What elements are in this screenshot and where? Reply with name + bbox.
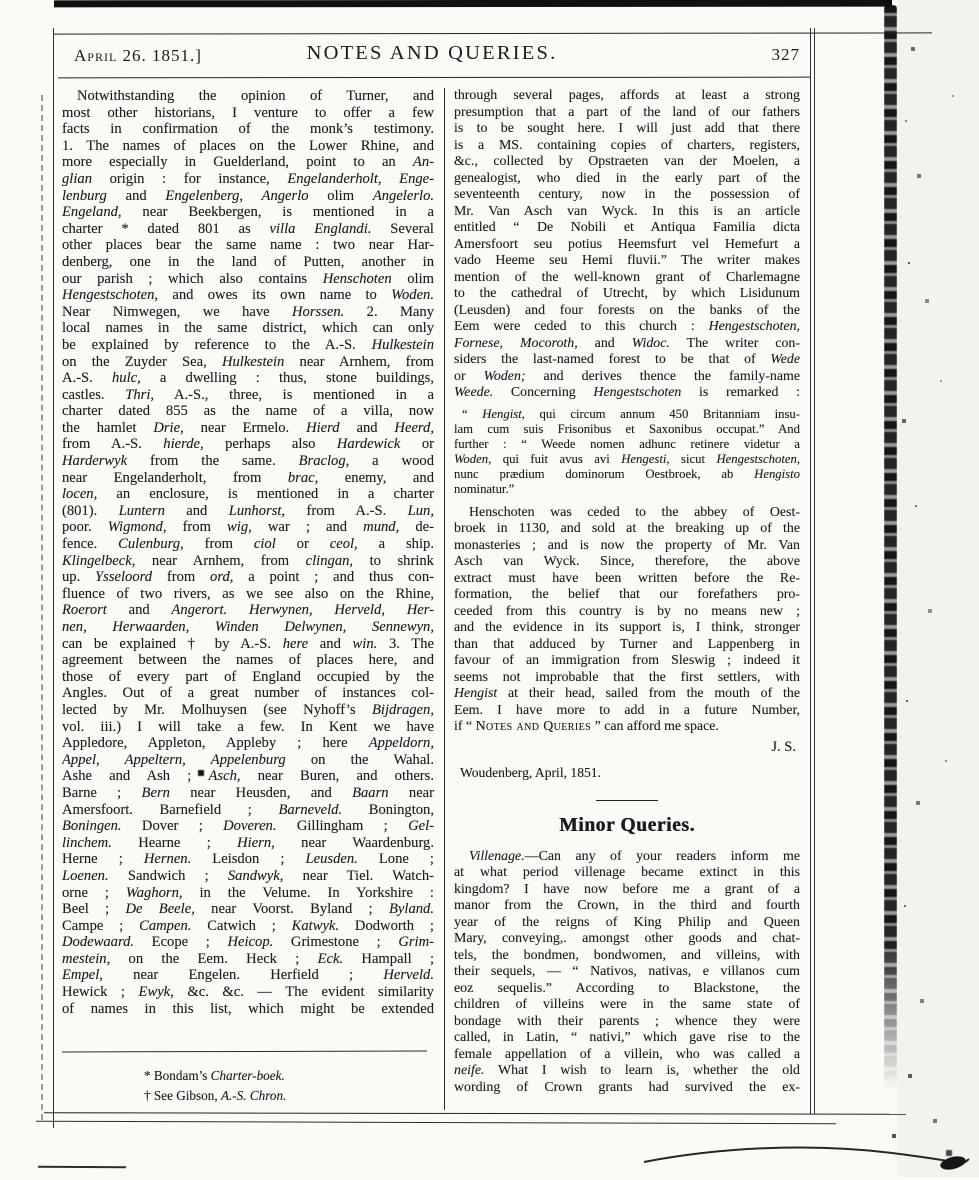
text-line: Eem. I have more to add in a future Number, bbox=[454, 702, 800, 718]
text-line: Boningen. Dover ; Doveren. Gillingham ; Gel- bbox=[62, 818, 434, 835]
scan-top-edge-shadow bbox=[54, 0, 892, 7]
text-line: Roerort and Angerort. Herwynen, Herveld, Her- bbox=[62, 602, 434, 619]
section-heading: Minor Queries. bbox=[559, 814, 695, 836]
footnotes bbox=[62, 1051, 434, 1110]
page-frame-left bbox=[53, 28, 54, 1128]
scan-page-edge-shadow bbox=[884, 5, 897, 1090]
header-top-rule bbox=[54, 32, 932, 34]
page-frame-right bbox=[810, 28, 811, 1114]
text-line: Mr. Van Asch van Wyck. In this is an article bbox=[454, 203, 800, 219]
text-line: (Leusden) and four forests on the banks of the bbox=[454, 302, 800, 318]
text-line: manor from the Crown, in the third and fourth bbox=[454, 898, 800, 913]
text-line: genealogist, who died in the early part of the bbox=[454, 170, 800, 186]
text-line: charter * dated 801 as villa Englandi. Several bbox=[62, 220, 434, 237]
text-line: year of the reigns of King Philip and Queen bbox=[454, 914, 800, 930]
column-divider-rule bbox=[444, 88, 445, 1110]
text-line: mention of the well-known grant of Charlemagne bbox=[454, 269, 800, 285]
text-line: lam cum suis Frisonibus et Saxonibus occupat.” And bbox=[454, 421, 800, 436]
paragraph bbox=[454, 88, 800, 402]
text-line: further : “ Weede nomen adhunc retinere videtur a bbox=[454, 436, 800, 451]
dateline: Woudenberg, April, 1851. bbox=[460, 764, 601, 780]
text-line: Harderwyk from the same. Braclog, a wood bbox=[62, 453, 434, 470]
text-line: “ Hengist, qui circum annum 450 Britanniam insu- bbox=[462, 406, 800, 421]
text-line: nen, Herwaarden, Winden Delwynen, Sennewyn, bbox=[62, 619, 434, 635]
text-line: than that adduced by Turner and Lappenberg in bbox=[454, 636, 800, 652]
page-frame-left-outer bbox=[41, 95, 43, 1120]
text-line: Near Nimwegen, we have Horssen. 2. Many bbox=[62, 303, 434, 320]
signature: J. S. bbox=[771, 738, 796, 755]
text-line: can be explained † by A.-S. here and win. 3. The bbox=[62, 635, 434, 652]
text-line: Eem were ceded to this church : Hengestschoten, bbox=[454, 319, 800, 334]
page-bottom-rule-2 bbox=[36, 1121, 836, 1125]
footnote: † See Gibson, A.-S. Chron. bbox=[144, 1088, 287, 1103]
text-line: Appledore, Appleton, Appleby ; here Appeldorn, bbox=[62, 735, 434, 752]
text-line: extract must have been written before the Re- bbox=[454, 570, 800, 586]
text-line: siders the last-named forest to be that of Wede bbox=[454, 352, 800, 367]
text-line: Hewick ; Ewyk, &c. &c. — The evident similarity bbox=[62, 984, 434, 1001]
text-line: formation, the belief that our forefathers pro- bbox=[454, 587, 800, 602]
text-line: if “ Notes and Queries ” can afford me space. bbox=[454, 719, 719, 734]
text-line: Mary, conveying,. amongst other goods and chat- bbox=[454, 931, 800, 946]
text-line: Fornese, Mocoroth, and Widoc. The writer con- bbox=[454, 335, 800, 351]
running-head bbox=[62, 38, 802, 74]
text-line: Amersfoort seu potius Heemsfurt vel Hemefurt a bbox=[454, 236, 800, 252]
text-line: to the cathedral of Utrecht, by which Lisidunum bbox=[454, 286, 800, 301]
text-line: Villenage.—Can any of your readers inform me bbox=[469, 848, 800, 864]
quoted-extract bbox=[454, 407, 800, 497]
text-line: Dodewaard. Ecope ; Heicop. Grimestone ; Grim- bbox=[62, 934, 434, 951]
text-line: at what period villenage became extinct in this bbox=[454, 865, 800, 880]
text-line: ceeded from this country is by no means new ; bbox=[454, 603, 800, 619]
text-line: Notwithstanding the opinion of Turner, and bbox=[77, 88, 434, 104]
text-line: broek in 1130, and sold at the breaking up of the bbox=[454, 521, 800, 536]
text-line: and the evidence in its support is, I think, stronger bbox=[454, 620, 800, 635]
text-line: kingdom? I have now before me a grant of a bbox=[454, 881, 800, 897]
text-line: 1. The names of places on the Lower Rhine, and bbox=[62, 137, 434, 154]
text-line: poor. Wigmond, from wig, war ; and mund, de- bbox=[62, 519, 434, 536]
text-line: called, in Latin, “ nativi,” which gave rise to the bbox=[454, 1030, 800, 1045]
page-number: 327 bbox=[771, 45, 800, 64]
text-line: agreement between the names of places here, and bbox=[62, 652, 434, 669]
text-line: be explained by reference to the A.-S. Hulkestein bbox=[62, 336, 434, 353]
text-line: mestein, on the Eem. Heck ; Eck. Hampall ; bbox=[62, 950, 434, 967]
text-line: our parish ; which also contains Henschoten olim bbox=[62, 270, 434, 287]
text-line: Empel, near Engelen. Herfield ; Herveld. bbox=[62, 967, 434, 984]
text-line: monasteries ; and is now the property of Mr. Van bbox=[454, 537, 800, 553]
text-line: fluence of two rivers, as we see also on the Rhine, bbox=[62, 585, 434, 602]
text-line: Hengestschoten, and owes its own name to Woden. bbox=[62, 287, 434, 304]
text-line: those of every part of England occupied by the bbox=[62, 668, 434, 685]
text-line: Barne ; Bern near Heusden, and Baarn near bbox=[62, 784, 434, 801]
text-line: locen, an enclosure, is mentioned in a charter bbox=[62, 486, 434, 503]
text-line: vol. iii.) I will take a few. In Kent we have bbox=[62, 718, 434, 735]
header-bottom-rule bbox=[58, 77, 810, 79]
scan-bottom-left-mark bbox=[38, 1166, 126, 1168]
text-line: bondage with their parents ; whence they were bbox=[454, 1013, 800, 1029]
page-bottom-rule bbox=[44, 1112, 906, 1115]
text-line: children of villeins were in the same state of bbox=[454, 997, 800, 1012]
text-line: other places bear the same name : two near Har- bbox=[62, 237, 434, 254]
text-line: Campe ; Campen. Catwich ; Katwyk. Dodworth ; bbox=[62, 917, 434, 934]
text-line: of names in this list, which might be extended bbox=[62, 1000, 434, 1017]
scan-bottom-squiggle bbox=[642, 1138, 972, 1180]
text-line: Appel, Appeltern, Appelenburg on the Wahal. bbox=[62, 751, 434, 768]
page-frame-right-inner bbox=[814, 28, 815, 1114]
paragraph bbox=[454, 505, 800, 736]
text-line: fence. Culenburg, from ciol or ceol, a ship. bbox=[62, 536, 434, 553]
text-line: &c., collected by Opstraeten van der Moelen, a bbox=[454, 154, 800, 169]
text-line: favour of an immigration from Sleswig ; indeed it bbox=[454, 653, 800, 668]
scan-speckles bbox=[0, 0, 2, 2]
text-line: local names in the same district, which can only bbox=[62, 320, 434, 337]
left-column bbox=[62, 88, 434, 1110]
text-line: is a MS. containing copies of charters, registers, bbox=[454, 137, 800, 153]
text-line: female appellation of a villein, who was called a bbox=[454, 1046, 800, 1062]
text-line: facts in confirmation of the monk’s testimony. bbox=[62, 121, 434, 138]
text-line: nominatur.” bbox=[454, 481, 515, 496]
text-line: Hengist at their head, sailed from the mouth of the bbox=[454, 686, 800, 701]
text-columns bbox=[62, 88, 802, 1110]
text-line: nunc prædium dominorum Oestbroek, ab Hengisto bbox=[454, 466, 800, 481]
text-line: seems not improbable that the first settlers, with bbox=[454, 669, 800, 685]
text-line: Weede. Concerning Hengestschoten is remarked : bbox=[454, 385, 800, 400]
text-line: Asch van Wyck. Since, therefore, the above bbox=[454, 554, 800, 569]
issue-date: April 26. 1851.] bbox=[74, 46, 202, 65]
text-line: is to be sought here. I will just add that there bbox=[454, 121, 800, 136]
text-line: near Engelanderholt, from brac, enemy, and bbox=[62, 469, 434, 486]
footnote-rule bbox=[62, 1051, 427, 1053]
text-line: entitled “ De Nobili et Antiqua Familia dicta bbox=[454, 220, 800, 235]
text-line: Loenen. Sandwich ; Sandwyk, near Tiel. Watch- bbox=[62, 867, 434, 884]
text-line: up. Ysseloord from ord, a point ; and thus con- bbox=[62, 569, 434, 586]
text-line: Angles. Out of a great number of instances col- bbox=[62, 685, 434, 702]
text-line: glian origin : for instance, Engelanderholt, Enge- bbox=[62, 170, 434, 187]
text-line: vado Heeme seu Hemi fluvii.” The writer makes bbox=[454, 253, 800, 268]
text-line: Beel ; De Beele, near Voorst. Byland ; Byland. bbox=[62, 901, 434, 918]
text-line: eoz sequelis.” According to Blackstone, the bbox=[454, 980, 800, 996]
text-line: (801). Luntern and Lunhorst, from A.-S. Lun, bbox=[62, 502, 434, 519]
text-line: lenburg and Engelenberg, Angerlo olim Angelerlo. bbox=[62, 187, 434, 204]
footnote: * Bondam’s Charter-boek. bbox=[144, 1068, 285, 1083]
text-line: Engeland, near Beekbergen, is mentioned in a bbox=[62, 204, 434, 221]
text-line: most other historians, I venture to offer a few bbox=[62, 104, 434, 121]
paragraph bbox=[454, 849, 800, 1097]
paragraph bbox=[62, 88, 434, 1017]
text-line: Henschoten was ceded to the abbey of Oest- bbox=[469, 504, 800, 520]
text-line: denberg, one in the land of Putten, another in bbox=[62, 253, 434, 270]
text-line: Ashe and Ash ; Asch, near Buren, and others. bbox=[62, 768, 434, 785]
text-line: Woden, qui fuit avus avi Hengesti, sicut Hengestschoten, bbox=[454, 451, 800, 466]
text-line: neife. What I wish to learn is, whether the old bbox=[454, 1063, 800, 1078]
text-line: or Woden; and derives thence the family-name bbox=[454, 368, 800, 384]
section-divider-rule bbox=[596, 800, 658, 801]
text-line: charter dated 855 as the name of a villa, now bbox=[62, 403, 434, 420]
text-line: their sequels, — “ Nativos, nativas, e villanos cum bbox=[454, 964, 800, 979]
text-line: Herne ; Hernen. Leisdon ; Leusden. Lone ; bbox=[62, 851, 434, 868]
text-line: Klingelbeck, near Arnhem, from clingan, to shrink bbox=[62, 552, 434, 569]
text-line: through several pages, affords at least a strong bbox=[454, 88, 800, 103]
text-line: linchem. Hearne ; Hiern, near Waardenburg. bbox=[62, 834, 434, 851]
text-line: orne ; Waghorn, in the Velume. In Yorkshire : bbox=[62, 884, 434, 901]
text-line: wording of Crown grants had survived the ex- bbox=[454, 1079, 800, 1095]
scan-right-margin bbox=[897, 0, 979, 1177]
text-line: castles. Thri, A.-S., three, is mentioned in a bbox=[62, 386, 434, 403]
text-line: Amersfoort. Barnefield ; Barneveld. Bonington, bbox=[62, 801, 434, 818]
text-line: tels, the bondmen, bondwomen, and villeins, with bbox=[454, 947, 800, 963]
text-line: on the Zuyder Sea, Hulkestein near Arnhem, from bbox=[62, 353, 434, 370]
text-line: A.-S. hulc, a dwelling : thus, stone buildings, bbox=[62, 370, 434, 387]
text-line: lected by Mr. Molhuysen (see Nyhoff’s Bijdragen, bbox=[62, 701, 434, 718]
text-line: presumption that a part of the land of our fathers bbox=[454, 104, 800, 120]
text-line: the hamlet Drie, near Ermelo. Hierd and Heerd, bbox=[62, 419, 434, 436]
text-line: more especially in Guelderland, point to an An- bbox=[62, 154, 434, 171]
text-line: from A.-S. hierde, perhaps also Hardewick or bbox=[62, 436, 434, 453]
journal-title: NOTES AND QUERIES. bbox=[306, 42, 558, 64]
text-line: seventeenth century, now in the possession of bbox=[454, 187, 800, 202]
right-column bbox=[454, 88, 800, 1110]
